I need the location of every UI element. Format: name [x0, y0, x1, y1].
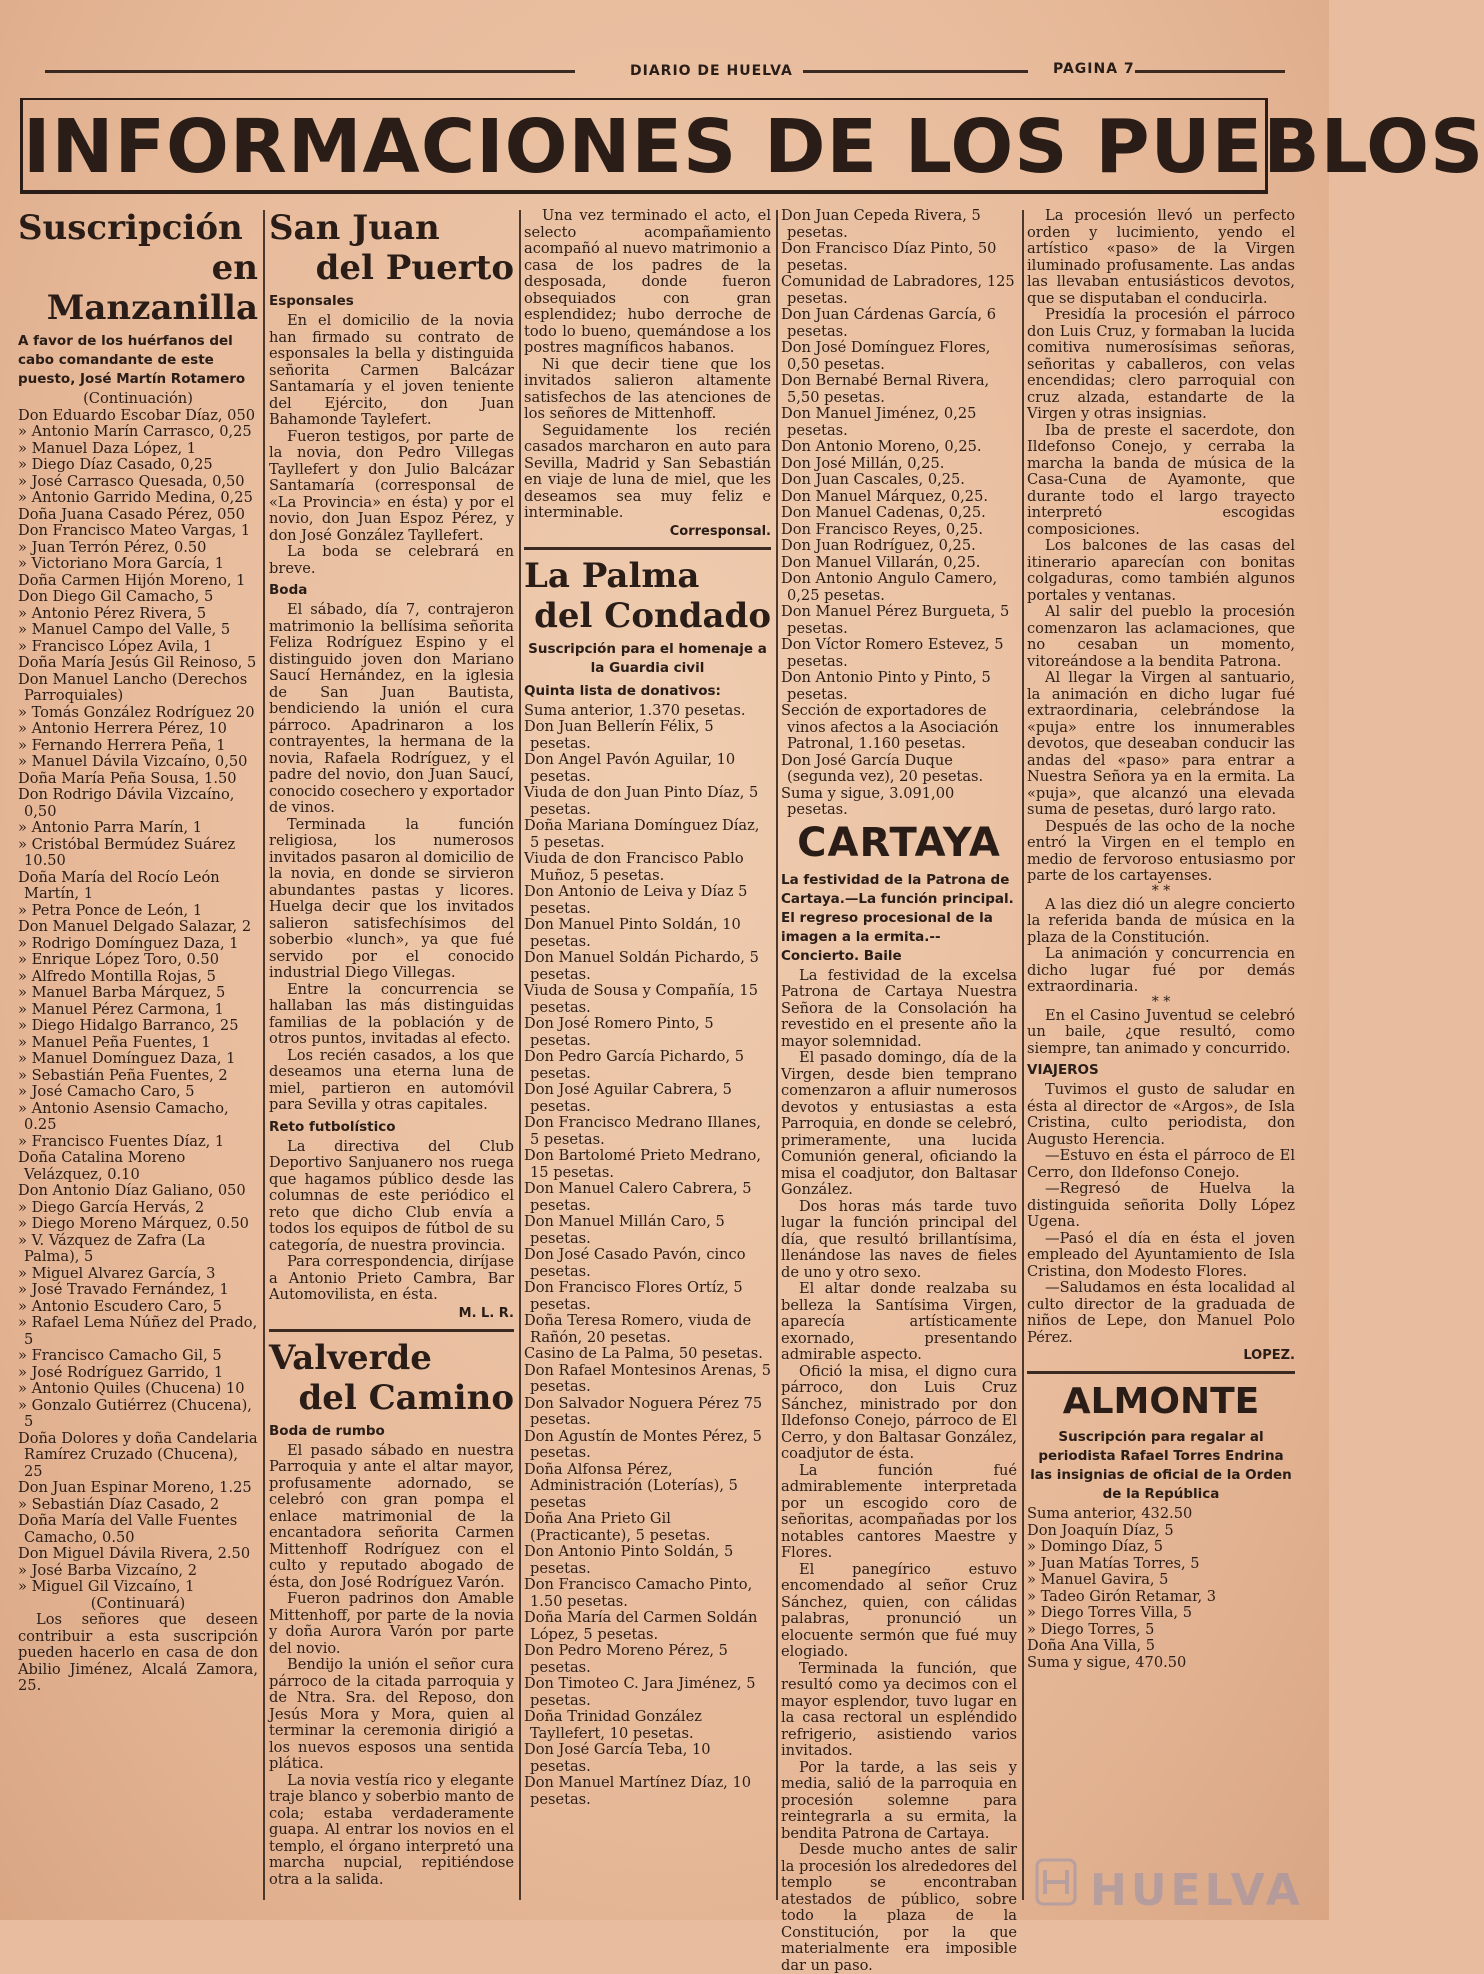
list-item: » Manuel Peña Fuentes, 1: [18, 1033, 211, 1051]
list-item: » José Carrasco Quesada, 0,50: [18, 472, 245, 490]
list-item: Don Juan Rodríguez, 0,25.: [781, 537, 976, 554]
list-item: Viuda de don Juan Pinto Díaz, 5 pesetas.: [524, 784, 759, 818]
list-item: » Antonio Marín Carrasco, 0,25: [18, 423, 252, 440]
article-manzanilla: [18, 208, 258, 1908]
list-item: » Francisco Camacho Gil, 5: [18, 1347, 222, 1364]
list-item: Suma y sigue, 470.50: [1027, 1653, 1187, 1671]
list-item: » Manuel Pérez Carmona, 1: [18, 1000, 224, 1018]
article-almonte: [1027, 1371, 1295, 1671]
list-item: » Rafael Lema Núñez del Prado, 5: [18, 1314, 258, 1348]
list-item: » Petra Ponce de León, 1: [18, 901, 203, 919]
list-item: Don Víctor Romero Estevez, 5 pesetas.: [781, 636, 1004, 670]
page-number: PAGINA 7: [1053, 61, 1135, 77]
list-item: Don Manuel Calero Cabrera, 5 pesetas.: [524, 1180, 752, 1214]
article-paragraph: Bendijo la unión el señor cura párroco de la citada parroquia y de Ntra. Sra. del Reposo, don Jesús Mora y Mora, quien al terminar la ceremonia dirigió a los nuevos esposos una sentida plática.: [269, 1656, 514, 1772]
list-item: Don Miguel Dávila Rivera, 2.50: [18, 1545, 251, 1562]
list-item: » Manuel Daza López, 1: [18, 439, 197, 457]
article-paragraph: Después de las ocho de la noche entró la Virgen en el templo en medio de fervoroso entusiasmo por parte de los cartayenses.: [1027, 817, 1295, 884]
article-paragraph: —Saludamos en ésta localidad al culto director de la graduada de niños de Lepe, don Manuel Polo Pérez.: [1027, 1279, 1295, 1346]
list-item: Doña Ana Prieto Gil (Practicante), 5 pesetas.: [524, 1510, 711, 1544]
article-valverde: [269, 1329, 514, 1889]
article-paragraph: En el Casino Juventud se celebró un baile, ¿que resultó, como siempre, tan animado y concurrido.: [1027, 1006, 1295, 1057]
list-item: Don Juan Espinar Moreno, 1.25: [18, 1479, 252, 1496]
list-item: Don José Casado Pavón, cinco pesetas.: [524, 1246, 746, 1280]
list-item: Doña María Peña Sousa, 1.50: [18, 769, 237, 787]
list-item: » Manuel Dávila Vizcaíno, 0,50: [18, 753, 248, 770]
article-title: Valverde: [269, 1337, 432, 1378]
article-title: La Palma: [524, 555, 700, 596]
list-item: Sección de exportadores de vinos afectos a la Asociación Patronal, 1.160 pesetas.: [781, 702, 999, 752]
list-item: Doña María del Carmen Soldán López, 5 pesetas.: [524, 1609, 758, 1643]
list-item: Doña Juana Casado Pérez, 050: [18, 505, 245, 523]
article-title: ALMONTE: [1062, 1381, 1260, 1422]
list-item: » Manuel Campo del Valle, 5: [18, 621, 231, 638]
list-item: Don Joaquín Díaz, 5: [1027, 1521, 1174, 1539]
section-heading: Boda de rumbo: [269, 1422, 385, 1439]
section-heading: Reto futbolístico: [269, 1118, 396, 1135]
article-subtitle: Suscripción para el homenaje a la Guardia civil: [528, 640, 767, 676]
article-paragraph: Por la tarde, a las seis y media, salió de la parroquia en procesión solemne para reintegrarla a su ermita, la bendita Patrona de Cartaya.: [781, 1758, 1017, 1842]
list-item: Don José Millán, 0,25.: [781, 454, 945, 472]
article-paragraph: Presidía la procesión el párroco don Luis Cruz, y formaban la lucida comitiva numerosísimas señoras, señoritas y caballeros, con velas encendidas; clero parroquial con cruz alzada, estandarte de la Virgen y otras insignias.: [1027, 306, 1295, 422]
list-item: » José Rodríguez Garrido, 1: [18, 1363, 224, 1381]
article-title-line2: en Manzanilla: [46, 248, 258, 328]
list-item: » Miguel Alvarez García, 3: [18, 1264, 216, 1282]
list-item: » Diego Díaz Casado, 0,25: [18, 456, 213, 473]
article-sanjuan: [269, 208, 514, 1908]
donor-list: [1027, 1506, 1295, 1671]
article-cartaya-cont: [1027, 208, 1295, 1908]
list-item: » Tomás González Rodríguez 20: [18, 703, 255, 721]
list-item: » Diego García Hervás, 2: [18, 1198, 205, 1216]
list-item: Don Antonio Moreno, 0,25.: [781, 438, 982, 455]
donor-list: [18, 408, 258, 1596]
newspaper-name: DIARIO DE HUELVA: [630, 63, 793, 79]
section-heading: Boda: [269, 582, 308, 598]
list-item: » Diego Hidalgo Barranco, 25: [18, 1017, 239, 1034]
column-rule: [263, 210, 265, 1900]
article-paragraph: La directiva del Club Deportivo Sanjuanero nos ruega que hagamos público desde las columnas de este periódico el reto que dicho Club envía a todos los equipos de fútbol de su categoría, de nuestra provincia.: [269, 1137, 514, 1254]
donor-list: [524, 703, 771, 1809]
list-item: Doña Mariana Domínguez Díaz, 5 pesetas.: [524, 817, 760, 851]
list-item: Doña Carmen Hijón Moreno, 1: [18, 571, 246, 589]
list-item: Don Francisco Reyes, 0,25.: [781, 520, 984, 538]
article-paragraph: La boda se celebrará en breve.: [269, 543, 514, 577]
article-paragraph: Entre la concurrencia se hallaban las más distinguidas familias de la población y de otros puntos, invitadas al efecto.: [269, 980, 514, 1047]
list-item: Don Manuel Martínez Díaz, 10 pesetas.: [524, 1774, 752, 1808]
article-paragraph: —Estuvo en ésta el párroco de El Cerro, don Ildefonso Conejo.: [1027, 1147, 1295, 1181]
list-item: Don Manuel Pinto Soldán, 10 pesetas.: [524, 916, 741, 950]
list-item: » Juan Terrón Pérez, 0.50: [18, 538, 207, 556]
list-item: » Sebastián Díaz Casado, 2: [18, 1495, 220, 1513]
list-item: Don Francisco Mateo Vargas, 1: [18, 522, 251, 539]
article-signature: Corresponsal.: [669, 523, 771, 539]
article-paragraph: Dos horas más tarde tuvo lugar la función principal del día, que resultó brillantísima, llenándose las naves de fieles de uno y otro sexo.: [781, 1197, 1017, 1281]
list-item: Viuda de Sousa y Compañía, 15 pesetas.: [524, 982, 758, 1016]
article-paragraph: El pasado domingo, día de la Virgen, desde bien temprano comenzaron a afluir numerosos devotos y entusiastas a esta Parroquia, en donde se celebró, primeramente, una lucida Comunión general, oficiando la misa el coadjutor, don Baltasar González.: [781, 1049, 1017, 1198]
list-item: » Antonio Escudero Caro, 5: [18, 1297, 222, 1315]
list-item: » Manuel Gavira, 5: [1027, 1571, 1169, 1588]
list-item: » Antonio Garrido Medina, 0,25: [18, 489, 253, 506]
banner-title: INFORMACIONES DE LOS PUEBLOS: [23, 104, 1484, 190]
list-item: Don Manuel Soldán Pichardo, 5 pesetas.: [524, 949, 759, 983]
list-item: Don Bartolomé Prieto Medrano, 15 pesetas.: [524, 1147, 761, 1181]
list-item: Suma anterior, 432.50: [1027, 1505, 1193, 1522]
watermark-logo-icon: [1035, 1858, 1077, 1906]
list-item: Don Juan Bellerín Félix, 5 pesetas.: [524, 718, 714, 752]
list-item: Don Antonio Pinto Soldán, 5 pesetas.: [524, 1543, 734, 1577]
donor-list: [781, 208, 1017, 819]
article-paragraph: La novia vestía rico y elegante traje blanco y soberbio manto de cola; estaba verdaderamente guapa. Al entrar los novios en el templo, el órgano interpretó una marcha nupcial, repitiéndose otra a la salida.: [269, 1771, 514, 1888]
article-paragraph: A las diez dió un alegre concierto la referida banda de música en la plaza de la Constitución.: [1027, 895, 1295, 946]
article-title-line2: del Puerto: [315, 248, 514, 288]
article-paragraph: —Pasó el día en ésta el joven empleado del Ayuntamiento de Isla Cristina, don Modesto Flores.: [1027, 1229, 1295, 1280]
article-paragraph: La función fué admirablemente interpretada por un escogido coro de señoritas, acompañadas por los notables cantores Maestre y Flores.: [781, 1461, 1017, 1561]
article-paragraph: El panegírico estuvo encomendado al señor Cruz Sánchez, quien, con cálidas palabras, pronunció un elocuente sermón que fué muy elogiado.: [781, 1560, 1017, 1660]
list-item: Don Francisco Medrano Illanes, 5 pesetas.: [524, 1114, 762, 1148]
section-heading: VIAJEROS: [1027, 1062, 1099, 1078]
section-heading: Esponsales: [269, 293, 354, 309]
list-item: Don Salvador Noguera Pérez 75 pesetas.: [524, 1394, 763, 1428]
list-item: Suma anterior, 1.370 pesetas.: [524, 701, 746, 719]
list-item: Don Manuel Jiménez, 0,25 pesetas.: [781, 405, 977, 439]
list-item: Doña Teresa Romero, viuda de Rañón, 20 pesetas.: [524, 1312, 752, 1346]
list-item: Don Juan Cascales, 0,25.: [781, 471, 965, 488]
section-heading: Quinta lista de donativos:: [524, 682, 721, 699]
list-item: » Domingo Díaz, 5: [1027, 1538, 1164, 1555]
list-item: » Antonio Quiles (Chucena) 10: [18, 1380, 245, 1397]
article-subtitle: La festividad de la Patrona de Cartaya.—La función principal. El regreso procesional de la imagen a la ermita.--Concierto. Baile: [781, 871, 1014, 964]
article-paragraph: Para correspondencia, diríjase a Antonio Prieto Cambra, Bar Automovilista, en ésta.: [269, 1253, 514, 1303]
article-title-line2: del Camino: [298, 1377, 514, 1418]
article-paragraph: La animación y concurrencia en dicho lugar fué por demás extraordinaria.: [1027, 945, 1295, 995]
article-paragraph: Desde mucho antes de salir la procesión los alrededores del templo se encontraban atestados de público, sobre todo la plaza de la Constitución, por la que materialmente era imposible dar un paso.: [781, 1841, 1017, 1974]
continuation-note: (Continuación): [83, 390, 193, 407]
article-paragraph: Los balcones de las casas del itinerario aparecían con bonitas colgaduras, como también algunos portales y ventanas.: [1027, 537, 1295, 604]
list-item: Doña Trinidad González Tayllefert, 10 pesetas.: [524, 1708, 702, 1742]
section-banner: [20, 98, 1484, 194]
page-header: [45, 60, 1284, 82]
article-valverde-cont: [524, 208, 771, 1908]
section-separator: * *: [1151, 993, 1171, 1010]
list-item: Don Pedro Moreno Pérez, 5 pesetas.: [524, 1642, 728, 1676]
list-item: Don Manuel Millán Caro, 5 pesetas.: [524, 1213, 725, 1247]
article-paragraph: Fueron testigos, por parte de la novia, don Pedro Villegas Tayllefert y don Julio Balcázar Santamaría (corresponsal de «La Provincia» en ésta) y por el novio, don Juan Espoz Pérez, y don José González Tayllefert.: [269, 427, 514, 544]
article-paragraph: Terminada la función religiosa, los numerosos invitados pasaron al domicilio de la novia, en donde se sirvieron abundantes pastas y licores. Huelga decir que los invitados salieron satisfechísimos del soberbio «lunch», ya que fué servido por el conocido industrial Diego Villegas.: [269, 815, 514, 981]
list-item: Don Juan Cárdenas García, 6 pesetas.: [781, 306, 997, 340]
list-item: Don Pedro García Pichardo, 5 pesetas.: [524, 1048, 745, 1082]
article-lapalma: [524, 547, 771, 1809]
list-item: Don Antonio Díaz Galiano, 050: [18, 1182, 246, 1199]
article-paragraph: Los recién casados, a los que deseamos una eterna luna de miel, partieron en automóvil para Sevilla y otras capitales.: [269, 1046, 514, 1113]
article-subtitle: A favor de los huérfanos del cabo comandante de este puesto, José Martín Rotamero: [18, 333, 246, 387]
article-paragraph: Ni que decir tiene que los invitados salieron altamente satisfechos de las atenciones de los señores de Mittenhoff.: [524, 355, 771, 422]
article-paragraph: En el domicilio de la novia han firmado su contrato de esponsales la bella y distinguida señorita Carmen Balcázar Santamaría y el joven teniente del Ejército, don Juan Bahamonde Taylefert.: [269, 312, 514, 428]
column-rule: [1022, 210, 1024, 1900]
list-item: » Cristóbal Bermúdez Suárez 10.50: [18, 835, 236, 869]
article-paragraph: Al salir del pueblo la procesión comenzaron las aclamaciones, que no cesaban un momento, vitoreándose a la bendita Patrona.: [1027, 603, 1295, 670]
list-item: Don José Domínguez Flores, 0,50 pesetas.: [781, 339, 991, 373]
list-item: » Alfredo Montilla Rojas, 5: [18, 967, 216, 985]
list-item: » José Barba Vizcaíno, 2: [18, 1561, 197, 1579]
article-title: Suscripción: [18, 208, 243, 248]
list-item: » Juan Matías Torres, 5: [1027, 1554, 1200, 1572]
list-item: Doña María del Rocío León Martín, 1: [18, 868, 220, 902]
list-item: » Francisco Fuentes Díaz, 1: [18, 1132, 225, 1150]
list-item: Don Francisco Flores Ortíz, 5 pesetas.: [524, 1279, 743, 1313]
list-item: » Victoriano Mora García, 1: [18, 555, 224, 572]
list-item: Don Manuel Villarán, 0,25.: [781, 553, 981, 571]
list-item: Don Manuel Pérez Burgueta, 5 pesetas.: [781, 603, 1010, 637]
column-rule: [776, 210, 778, 1900]
list-item: Doña Dolores y doña Candelaria Ramírez Cruzado (Chucena), 25: [18, 1429, 258, 1480]
list-item: Doña María del Valle Fuentes Camacho, 0.50: [18, 1512, 238, 1546]
article-paragraph: Una vez terminado el acto, el selecto acompañamiento acompañó al nuevo matrimonio a casa de los padres de la desposada, donde fueron obsequiados con gran esplendidez; hubo derroche de todo lo bueno, quemándose a los postres magníficos habanos.: [524, 207, 771, 356]
article-paragraph: Fueron padrinos don Amable Mittenhoff, por parte de la novia y doña Aurora Varón por parte del novio.: [269, 1590, 514, 1657]
article-title: CARTAYA: [797, 819, 1001, 866]
article-paragraph: Seguidamente los recién casados marcharon en auto para Sevilla, Madrid y San Sebastián en viaje de luna de miel, que les deseamos sea muy feliz e interminable.: [524, 421, 771, 521]
list-item: » Gonzalo Gutiérrez (Chucena), 5: [18, 1396, 252, 1430]
list-item: » Sebastián Peña Fuentes, 2: [18, 1066, 228, 1084]
article-paragraph: Terminada la función, que resultó como ya decimos con el mayor esplendor, tuvo lugar en la casa rectoral un espléndido refrigerio, asistiendo varios invitados.: [781, 1659, 1017, 1759]
list-item: Don Francisco Camacho Pinto, 1.50 pesetas.: [524, 1576, 753, 1610]
list-item: Don José Aguilar Cabrera, 5 pesetas.: [524, 1081, 732, 1115]
list-item: Don Bernabé Bernal Rivera, 5,50 pesetas.: [781, 372, 990, 406]
article-paragraph: Los señores que deseen contribuir a esta suscripción pueden hacerlo en casa de don Abilio Jiménez, Alcalá Zamora, 25.: [18, 1611, 258, 1694]
list-item: Doña Catalina Moreno Velázquez, 0.10: [18, 1149, 186, 1183]
list-item: Don Manuel Cadenas, 0,25.: [781, 504, 986, 521]
list-item: Don Antonio de Leiva y Díaz 5 pesetas.: [524, 883, 748, 917]
article-subtitle: Suscripción para regalar al periodista Rafael Torres Endrina las insignias de oficial de la Orden de la República: [1030, 1429, 1292, 1502]
list-item: » Antonio Pérez Rivera, 5: [18, 604, 207, 622]
list-item: Don Timoteo C. Jara Jiménez, 5 pesetas.: [524, 1675, 756, 1709]
article-paragraph: Iba de preste el sacerdote, don Ildefonso Conejo, y cerraba la marcha la banda de música de la Casa-Cuna de Ayamonte, que durante todo el largo trayecto interpretó escogidas composiciones.: [1027, 421, 1295, 538]
list-item: » José Travado Fernández, 1: [18, 1281, 229, 1298]
article-signature: M. L. R.: [458, 1305, 514, 1321]
list-item: » Francisco López Avila, 1: [18, 637, 213, 655]
article-paragraph: El sábado, día 7, contrajeron matrimonio la bellísima señorita Feliza Rodríguez Espino y el distinguido joven don Mariano Saucí Hernández, en la iglesia de San Juan Bautista, bendiciendo la unión el cura párroco. Apadrinaron a los contrayentes, la hermana de la novia, Rafaela Rodríguez, y el padre del novio, don Juan Saucí, conocido cosechero y exportador de vinos.: [269, 601, 514, 816]
section-separator: * *: [1151, 882, 1171, 899]
list-item: » Manuel Barba Márquez, 5: [18, 984, 226, 1001]
list-item: Don Eduardo Escobar Díaz, 050: [18, 406, 256, 424]
list-item: » Diego Torres, 5: [1027, 1620, 1155, 1638]
list-item: » Rodrigo Domínguez Daza, 1: [18, 934, 239, 952]
list-item: Don Angel Pavón Aguilar, 10 pesetas.: [524, 751, 736, 785]
list-item: Don Manuel Delgado Salazar, 2: [18, 918, 252, 935]
continuation-note: (Continuará): [90, 1594, 186, 1612]
list-item: » Fernando Herrera Peña, 1: [18, 736, 226, 754]
list-item: Suma y sigue, 3.091,00 pesetas.: [781, 784, 955, 818]
article-paragraph: La procesión llevó un perfecto orden y lucimiento, yendo el artístico «paso» de la Virgen iluminado profusamente. Las andas las llevaban entusiásticos devotos, que se disputaban el conducirla.: [1027, 207, 1295, 307]
list-item: Doña Ana Villa, 5: [1027, 1637, 1156, 1654]
list-item: » Diego Moreno Márquez, 0.50: [18, 1215, 249, 1232]
list-item: » Miguel Gil Vizcaíno, 1: [18, 1578, 195, 1595]
watermark: HUELVA: [1090, 1865, 1304, 1916]
list-item: Doña María Jesús Gil Reinoso, 5: [18, 654, 257, 671]
list-item: » Tadeo Girón Retamar, 3: [1027, 1587, 1217, 1605]
list-item: Don Francisco Díaz Pinto, 50 pesetas.: [781, 240, 997, 274]
list-item: Don Manuel Lancho (Derechos Parroquiales): [18, 670, 248, 704]
list-item: Don José Romero Pinto, 5 pesetas.: [524, 1015, 714, 1049]
list-item: » Antonio Parra Marín, 1: [18, 819, 203, 836]
article-paragraph: El altar donde realzaba su belleza la Santísima Virgen, aparecía artísticamente exornado, presentando admirable aspecto.: [781, 1280, 1017, 1363]
list-item: Don José García Teba, 10 pesetas.: [524, 1741, 711, 1775]
article-paragraph: —Regresó de Huelva la distinguida señorita Dolly López Ugena.: [1027, 1180, 1295, 1230]
list-item: » Antonio Asensio Camacho, 0.25: [18, 1099, 229, 1133]
article-paragraph: La festividad de la excelsa Patrona de Cartaya Nuestra Señora de la Consolación ha revestido en el presente año la mayor solemnidad.: [781, 966, 1017, 1050]
article-paragraph: Ofició la misa, el digno cura párroco, don Luis Cruz Sánchez, ministrado por don Ildefonso Conejo, párroco de El Cerro, y don Baltasar González, coadjutor de ésta.: [781, 1362, 1017, 1462]
list-item: Doña Alfonsa Pérez, Administración (Loterías), 5 pesetas: [524, 1460, 738, 1511]
article-title-line2: del Condado: [534, 595, 771, 636]
article-paragraph: El pasado sábado en nuestra Parroquia y ante el altar mayor, profusamente adornado, se celebró con gran pompa el enlace matrimonial de la encantadora señorita Carmen Mittenhoff Rodríguez con el culto y reputado abogado de ésta, don José Rodríguez Varón.: [269, 1441, 514, 1591]
list-item: Viuda de don Francisco Pablo Muñoz, 5 pesetas.: [524, 850, 744, 884]
list-item: Don Rodrigo Dávila Vizcaíno, 0,50: [18, 786, 235, 820]
list-item: Don Antonio Pinto y Pinto, 5 pesetas.: [781, 669, 991, 703]
column-rule: [519, 210, 521, 1900]
list-item: Don Rafael Montesinos Arenas, 5 pesetas.: [524, 1361, 771, 1395]
article-signature: LOPEZ.: [1243, 1348, 1295, 1363]
list-item: » Enrique López Toro, 0.50: [18, 951, 219, 968]
list-item: Don Manuel Márquez, 0,25.: [781, 487, 989, 505]
list-item: » Antonio Herrera Pérez, 10: [18, 720, 227, 737]
list-item: Casino de La Palma, 50 pesetas.: [524, 1345, 763, 1362]
list-item: Don Juan Cepeda Rivera, 5 pesetas.: [781, 207, 981, 241]
list-item: » V. Vázquez de Zafra (La Palma), 5: [18, 1231, 206, 1265]
article-title: San Juan: [269, 208, 440, 248]
list-item: » Diego Torres Villa, 5: [1027, 1604, 1192, 1621]
article-cartaya: [781, 207, 1017, 1974]
list-item: Comunidad de Labradores, 125 pesetas.: [781, 273, 1015, 307]
article-paragraph: Tuvimos el gusto de saludar en ésta al director de «Argos», de Isla Cristina, culto periodista, don Augusto Herencia.: [1027, 1081, 1295, 1148]
list-item: Don José García Duque (segunda vez), 20 pesetas.: [781, 751, 984, 785]
article-paragraph: Al llegar la Virgen al santuario, la animación en dicho lugar fué extraordinaria, celebrándose la «puja» entre los innumerables devotos, que deseaban conducir las andas del «paso» para entrar a Nuestra Señora ya en la ermita. La «puja», que alcanzó una elevada suma de pesetas, duró largo rato.: [1027, 669, 1295, 818]
list-item: » José Camacho Caro, 5: [18, 1083, 195, 1100]
list-item: Don Diego Gil Camacho, 5: [18, 588, 214, 605]
list-item: Don Agustín de Montes Pérez, 5 pesetas.: [524, 1427, 762, 1461]
list-item: Don Antonio Angulo Camero, 0,25 pesetas.: [781, 570, 998, 604]
list-item: » Manuel Domínguez Daza, 1: [18, 1050, 236, 1067]
